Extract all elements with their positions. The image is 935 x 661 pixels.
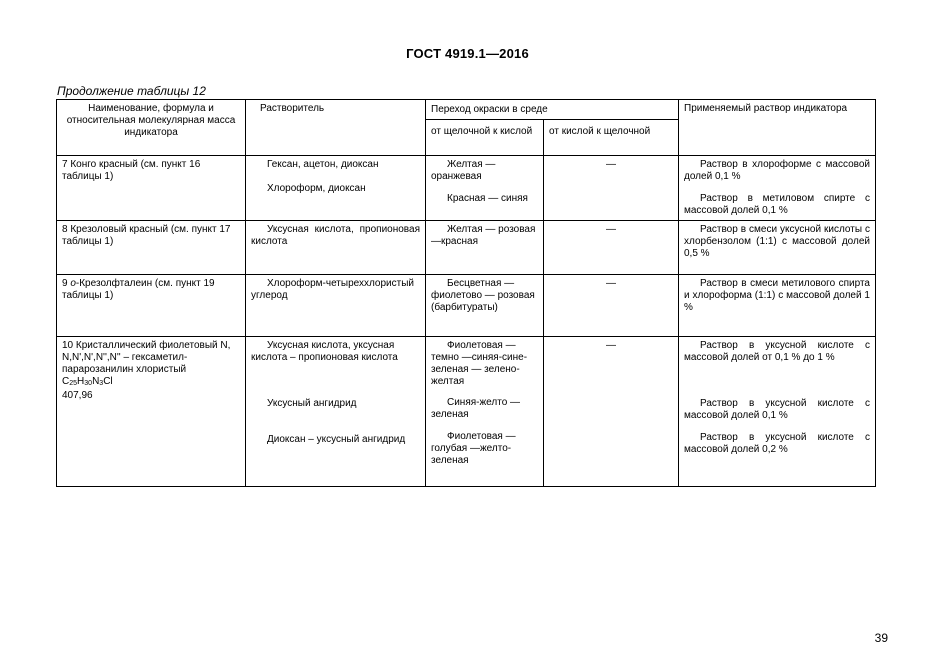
page-number: 39 [874,631,888,645]
indicator-number: 9 [62,278,71,289]
solvent-entry: Уксусная кислота, пропионовая кислота [251,224,420,247]
table-caption: Продолжение таблицы 12 [57,84,206,98]
acid-to-alk-value: — [544,275,679,337]
indicator-name: 8 Крезоловый красный (см. пункт 17 таблицы 1) [57,221,246,275]
indicator-table [56,99,876,487]
solvent-entry: Хлороформ-четыреххлористый углерод [251,278,414,301]
applied-solution: Раствор в хлороформе с массовой долей 0,1 % [684,159,870,182]
chemical-formula: C25H30N3Cl [62,376,113,387]
header-transition: Переход окраски в среде [426,100,679,120]
acid-to-alk-value: — [544,221,679,275]
header-acid-to-alk: от кислой к щелочной [544,120,679,156]
acid-to-alk-value: — [544,337,679,487]
color-transition: Фиолетовая — голубая —желто-зеленая [431,431,516,466]
header-applied: Применяемый раствор индикатора [679,100,876,156]
applied-solution: Раствор в уксусной кислоте с массовой долей 0,1 % [684,398,870,421]
solvent-entry: Уксусная кислота, уксусная кислота – пропионовая кислота [251,340,398,363]
molecular-mass: 407,96 [62,390,93,401]
solvent-entry: Диоксан – уксусный ангидрид [267,434,406,445]
header-solvent: Растворитель [246,100,426,156]
color-transition: Фиолетовая — темно —синяя-сине-зеленая — зелено-желтая [431,340,528,387]
solvent-entry: Уксусный ангидрид [267,398,357,409]
color-transition: Желтая — оранжевая [431,159,496,182]
applied-solution: Раствор в уксусной кислоте с массовой долей от 0,1 % до 1 % [684,340,870,363]
indicator-name-rest: -Крезолфталеин (см. пункт 19 таблицы 1) [62,278,215,301]
applied-solution: Раствор в уксусной кислоте с массовой долей 0,2 % [684,432,870,455]
indicator-name: 10 Кристаллический фиолетовый N, N,N',N',N'',N'' – гексаметил-парарозанилин хлористый [62,340,231,375]
applied-solution: Раствор в смеси уксусной кислоты с хлорбензолом (1:1) с массовой долей 0,5 % [684,224,870,259]
table-row [57,156,876,221]
applied-solution: Раствор в метиловом спирте с массовой долей 0,1 % [684,193,870,216]
color-transition: Красная — синяя [447,193,528,204]
header-name: Наименование, формула и относительная молекулярная масса индикатора [57,100,246,156]
table-row [57,337,876,487]
indicator-name: 7 Конго красный (см. пункт 16 таблицы 1) [57,156,246,221]
color-transition: Бесцветная — фиолетово — розовая (барбитураты) [431,278,535,313]
indicator-isomer: о [70,278,76,289]
solvent-entry: Гексан, ацетон, диоксан [267,159,379,170]
color-transition: Синяя-желто — зеленая [431,397,521,420]
indicator-name-cell [57,337,246,487]
table-row [57,221,876,275]
acid-to-alk-value: — [544,156,679,221]
header-alk-to-acid: от щелочной к кислой [426,120,544,156]
indicator-name [57,275,246,337]
table-row [57,275,876,337]
solvent-entry: Хлороформ, диоксан [267,183,366,194]
applied-solution: Раствор в смеси метилового спирта и хлороформа (1:1) с массовой долей 1 % [684,278,870,313]
header-row [57,100,876,120]
color-transition: Желтая — розовая —красная [431,224,536,247]
document-header: ГОСТ 4919.1—2016 [406,46,529,61]
